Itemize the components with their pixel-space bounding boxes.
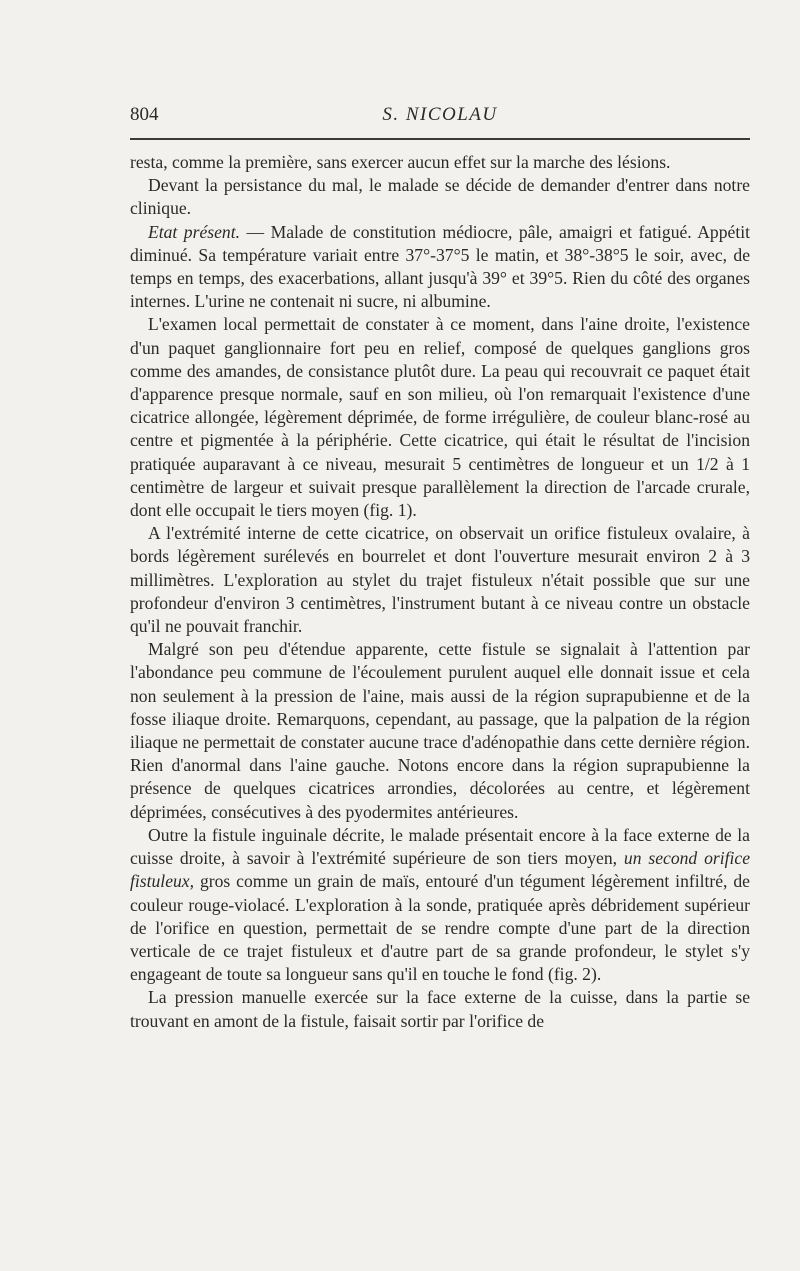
page-header	[130, 104, 750, 130]
text-segment: L'examen local permettait de constater à ce moment, dans l'aine droite, l'existence d'un paquet ganglionnaire fort peu en relief, composé de quelques ganglions gros comme des amandes, de consistance plutôt dure. La peau qui recouvrait ce paquet était d'apparence presque normale, sauf en son milieu, où l'on remarquait l'existence d'une cicatrice allongée, légèrement déprimée, de forme irrégulière, de couleur blanc-rosé au centre et pigmentée à la périphérie. Cette cicatrice, qui était le résultat de l'incision pratiquée auparavant à ce niveau, mesurait 5 centimètres de longueur et un 1/2 à 1 centimètre de largeur et suivait presque parallèlement la direction de l'arcade crurale, dont elle occupait le tiers moyen (fig. 1).	[130, 314, 750, 521]
text-segment: A l'extrémité interne de cette cicatrice, on observait un orifice fistuleux ovalaire, à bords légèrement surélevés en bourrelet et dont l'ouverture mesurait environ 2 à 3 millimètres. L'exploration au stylet du trajet fistuleux n'était possible que sur une profondeur d'environ 3 centimètres, l'instrument butant à ce niveau contre un obstacle qu'il ne pouvait franchir.	[130, 523, 750, 637]
paragraph	[130, 824, 750, 986]
page-number: 804	[130, 104, 159, 125]
paragraph	[130, 174, 750, 220]
text-segment: — Malade de constitution médiocre, pâle, amaigri et fatigué. Appétit diminué. Sa température variait entre 37°-37°5 le matin, et 38°-38°5 le soir, avec, de temps en temps, des exacerbations, allant jusqu'à 39° et 39°5. Rien du côté des organes internes. L'urine ne contenait ni sucre, ni albumine.	[130, 221, 750, 312]
paragraph	[130, 638, 750, 824]
text-segment: resta, comme la première, sans exercer aucun effet sur la marche des lésions.	[130, 152, 671, 172]
paragraph	[130, 151, 750, 174]
italic-text-segment: un second orifice fistuleux,	[130, 848, 751, 892]
text-segment: Malgré son peu d'étendue apparente, cette fistule se signalait à l'attention par l'abondance peu commune de l'écoulement purulent auquel elle donnait issue et cela non seulement à la pression de l'aine, mais aussi de la région suprapubienne et de la fosse iliaque droite. Remarquons, cependant, au passage, que la palpation de la région iliaque ne permettait de constater aucune trace d'adénopathie dans cette dernière région. Rien d'anormal dans l'aine gauche. Notons encore dans la région suprapubienne la présence de quelques cicatrices arrondies, décolorées au centre, et légèrement déprimées, consécutives à des pyodermites antérieures.	[130, 639, 750, 822]
italic-text-segment: Etat présent.	[148, 221, 241, 242]
paragraph	[130, 313, 750, 522]
text-segment: Devant la persistance du mal, le malade se décide de demander d'entrer dans notre clinique.	[130, 175, 750, 219]
running-title: S. NICOLAU	[382, 104, 498, 125]
header-rule	[130, 138, 750, 140]
text-segment: gros comme un grain de maïs, entouré d'un tégument légèrement infiltré, de couleur rouge-violacé. L'exploration à la sonde, pratiquée après débridement supérieur de l'orifice en question, permettait de se rendre compte d'une part de la direction verticale de ce trajet fistuleux et d'autre part de sa grande profondeur, le stylet s'y engageant de toute sa longueur sans qu'il en touche le fond (fig. 2).	[130, 871, 750, 985]
body-text	[130, 151, 750, 1033]
text-segment: La pression manuelle exercée sur la face externe de la cuisse, dans la partie se trouvant en amont de la fistule, faisait sortir par l'orifice de	[130, 987, 750, 1031]
paragraph	[130, 522, 750, 638]
paragraph	[130, 221, 750, 314]
text-segment: Outre la fistule inguinale décrite, le malade présentait encore à la face externe de la cuisse droite, à savoir à l'extrémité supérieure de son tiers moyen,	[130, 824, 750, 869]
paragraph	[130, 986, 750, 1032]
